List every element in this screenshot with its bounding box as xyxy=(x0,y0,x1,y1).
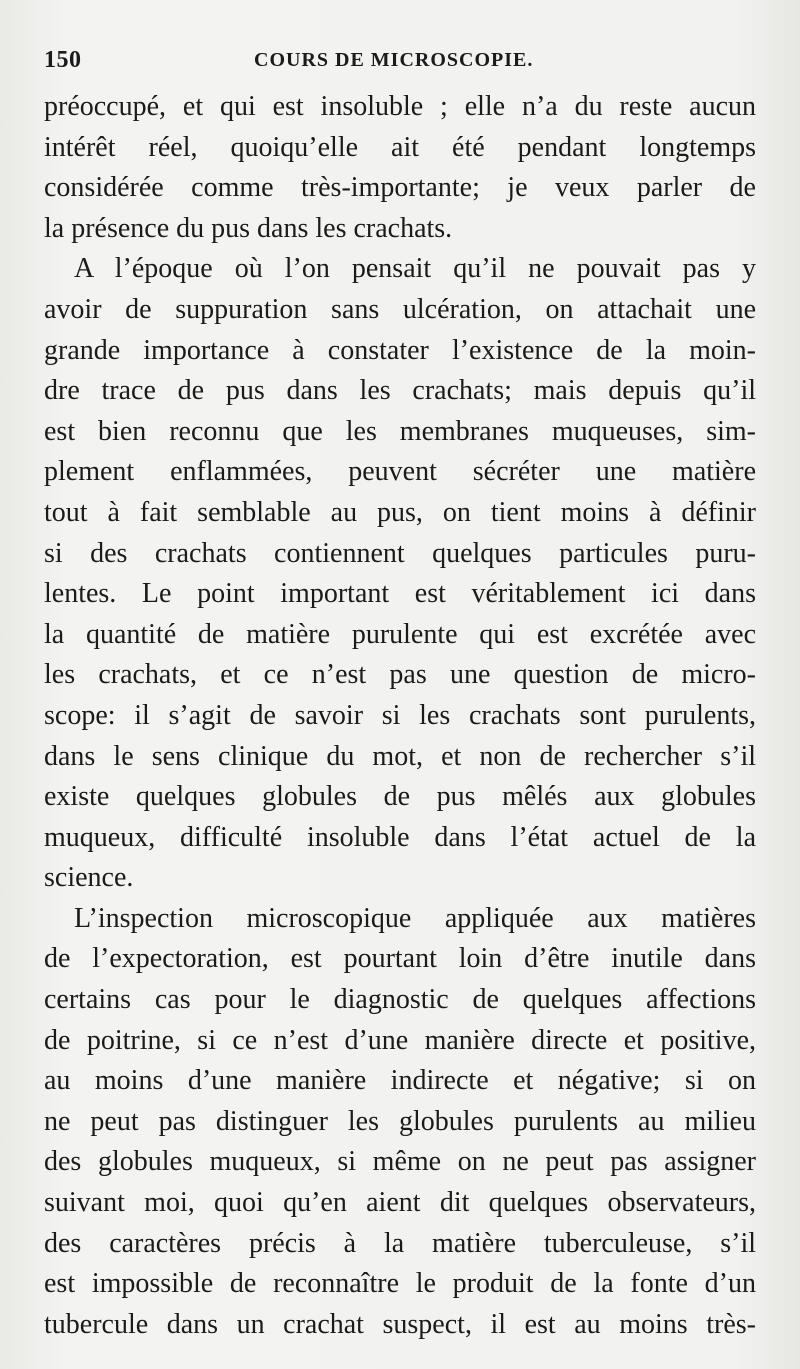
text-line: les crachats, et ce n’est pas une question de micro- xyxy=(44,659,756,691)
text-line: tout à fait semblable au pus, on tient moins à définir xyxy=(44,496,756,528)
text-line: de l’expectoration, est pourtant loin d’être inutile dans xyxy=(44,943,756,975)
text-line: la présence du pus dans les crachats. xyxy=(44,212,453,244)
text-line: dans le sens clinique du mot, et non de rechercher s’il xyxy=(44,740,756,772)
text-line: certains cas pour le diagnostic de quelques affections xyxy=(44,984,756,1016)
text-line: grande importance à constater l’existence de la moin- xyxy=(44,334,756,366)
text-line: muqueux, difficulté insoluble dans l’état actuel de la xyxy=(44,821,756,853)
text-line: préoccupé, et qui est insoluble ; elle n’a du reste aucun xyxy=(44,91,756,122)
text-line: tubercule dans un crachat suspect, il est au moins très- xyxy=(44,1308,756,1340)
text-line: A l’époque où l’on pensait qu’il ne pouvait pas y xyxy=(74,253,756,285)
text-line: est bien reconnu que les membranes muqueuses, sim- xyxy=(44,415,756,447)
text-line: existe quelques globules de pus mêlés aux globules xyxy=(44,781,756,813)
text-line: des globules muqueux, si même on ne peut pas assigner xyxy=(44,1146,756,1178)
text-line: dre trace de pus dans les crachats; mais depuis qu’il xyxy=(44,375,756,407)
text-line: plement enflammées, peuvent sécréter une matière xyxy=(44,456,756,488)
text-line: ne peut pas distinguer les globules purulents au milieu xyxy=(44,1105,756,1137)
page-header xyxy=(44,42,756,78)
text-line: est impossible de reconnaître le produit de la fonte d’un xyxy=(44,1268,756,1300)
text-line: de poitrine, si ce n’est d’une manière directe et positive, xyxy=(44,1024,756,1056)
text-line: science. xyxy=(44,862,134,894)
text-line: considérée comme très-importante; je veux parler de xyxy=(44,172,756,204)
body-text xyxy=(44,87,756,1345)
text-line: avoir de suppuration sans ulcération, on attachait une xyxy=(44,293,756,325)
page-number: 150 xyxy=(44,47,82,73)
text-line: lentes. Le point important est véritablement ici dans xyxy=(44,578,756,610)
text-line: des caractères précis à la matière tuberculeuse, s’il xyxy=(44,1227,756,1259)
text-line: au moins d’une manière indirecte et négative; si on xyxy=(44,1065,756,1097)
text-line: L’inspection microscopique appliquée aux matières xyxy=(74,902,756,934)
text-line: intérêt réel, quoiqu’elle ait été pendant longtemps xyxy=(44,131,756,163)
text-line: si des crachats contiennent quelques particules puru- xyxy=(44,537,756,569)
running-title: COURS DE MICROSCOPIE. xyxy=(254,49,534,71)
text-line: la quantité de matière purulente qui est excrétée avec xyxy=(44,618,756,650)
text-line: suivant moi, quoi qu’en aient dit quelques observateurs, xyxy=(44,1187,756,1219)
text-line: scope: il s’agit de savoir si les crachats sont purulents, xyxy=(44,699,756,731)
